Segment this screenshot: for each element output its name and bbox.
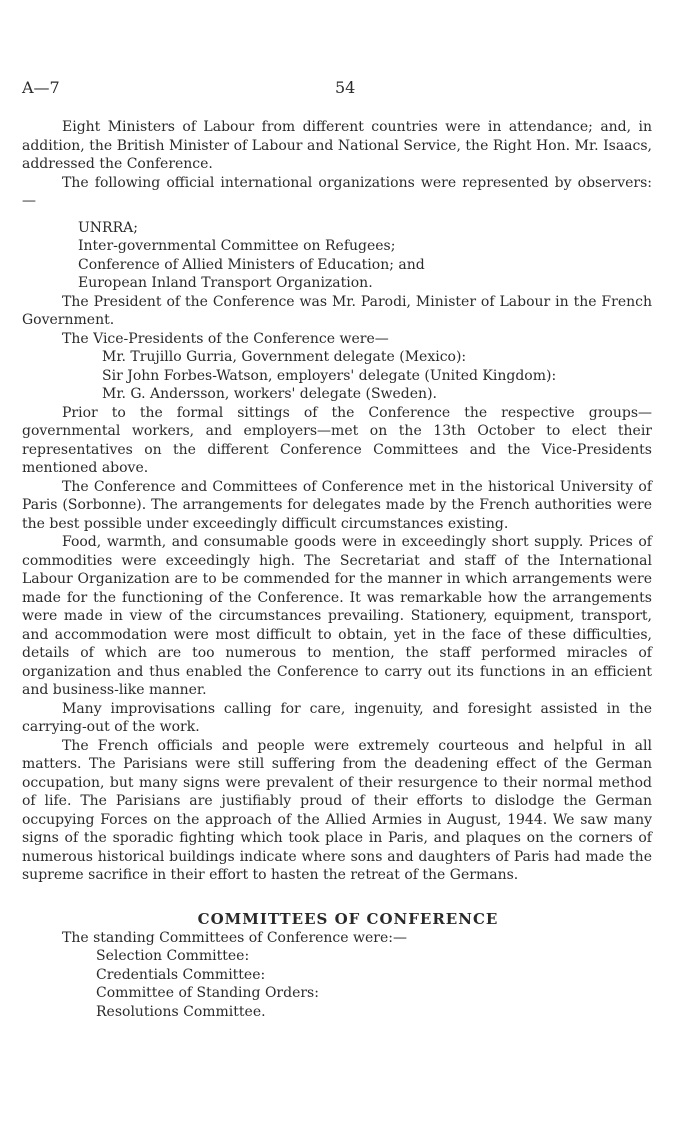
paragraph-president: The President of the Conference was Mr. Parodi, Minister of Labour in the French Government. [22, 293, 652, 328]
paragraph-committees-intro: The standing Committees of Conference were:— [62, 929, 407, 946]
vice-presidents-list [22, 348, 652, 404]
page-number: 54 [335, 78, 356, 97]
observer-organizations-list [22, 219, 652, 293]
paragraph-groups: Prior to the formal sittings of the Conference the respective groups—governmental workers, and employers—met on the 13th October to elect their representatives on the different Conference Committees and the Vice-Presidents mentioned above. [22, 404, 652, 476]
list-item: UNRRA; [78, 219, 138, 236]
page-body [22, 118, 652, 1021]
section-heading: COMMITTEES OF CONFERENCE [197, 909, 499, 928]
page-header [22, 78, 678, 100]
list-item: Committee of Standing Orders: [96, 985, 319, 1001]
list-item: Credentials Committee: [96, 966, 266, 983]
paragraph-vice-presidents-intro: The Vice-Presidents of the Conference were— [62, 330, 389, 347]
list-item: Mr. G. Andersson, workers' delegate (Sweden). [102, 386, 437, 402]
list-item: European Inland Transport Organization. [78, 275, 373, 291]
paragraph-improvisations: Many improvisations calling for care, ingenuity, and foresight assisted in the carrying-out of the work. [22, 700, 652, 735]
paragraph-ministers: Eight Ministers of Labour from different countries were in attendance; and, in addition, the British Minister of Labour and National Service, the Right Hon. Mr. Isaacs, addressed the Conference. [22, 119, 652, 172]
list-item: Selection Committee: [96, 948, 250, 964]
list-item: Conference of Allied Ministers of Education; and [78, 256, 425, 273]
document-reference: A—7 [22, 78, 60, 97]
list-item: Inter-governmental Committee on Refugees; [78, 238, 396, 254]
paragraph-supply: Food, warmth, and consumable goods were in exceedingly short supply. Prices of commodities were exceedingly high. The Secretariat and staff of the International Labour Organization are to be commended for the manner in which arrangements were made for the functioning of the Conference. It was remarkable how the arrangements were made in view of the circumstances prevailing. Stationery, equipment, transport, and accommodation were most difficult to obtain, yet in the face of these difficulties, details of which are too numerous to mention, the staff performed miracles of organization and thus enabled the Conference to carry out its functions in an efficient and business-like manner. [22, 534, 652, 698]
paragraph-parisians: The French officials and people were extremely courteous and helpful in all matters. The Parisians were still suffering from the deadening effect of the German occupation, but many signs were prevalent of their resurgence to their normal method of life. The Parisians are justifiably proud of their efforts to dislodge the German occupying Forces on the approach of the Allied Armies in August, 1944. We saw many signs of the sporadic fighting which took place in Paris, and plaques on the corners of numerous historical buildings indicate where sons and daughters of Paris had made the supreme sacrifice in their effort to hasten the retreat of the Germans. [22, 737, 652, 883]
list-item: Resolutions Committee. [96, 1003, 266, 1020]
list-item: Sir John Forbes-Watson, employers' delegate (United Kingdom): [102, 367, 557, 384]
paragraph-observers-intro: The following official international organizations were represented by observers:— [22, 174, 652, 209]
committees-list [22, 947, 652, 1021]
paragraph-sorbonne: The Conference and Committees of Conference met in the historical University of Paris (Sorbonne). The arrangements for delegates made by the French authorities were the best possible under exceedingly difficult circumstances existing. [22, 478, 652, 532]
list-item: Mr. Trujillo Gurria, Government delegate (Mexico): [102, 349, 467, 365]
